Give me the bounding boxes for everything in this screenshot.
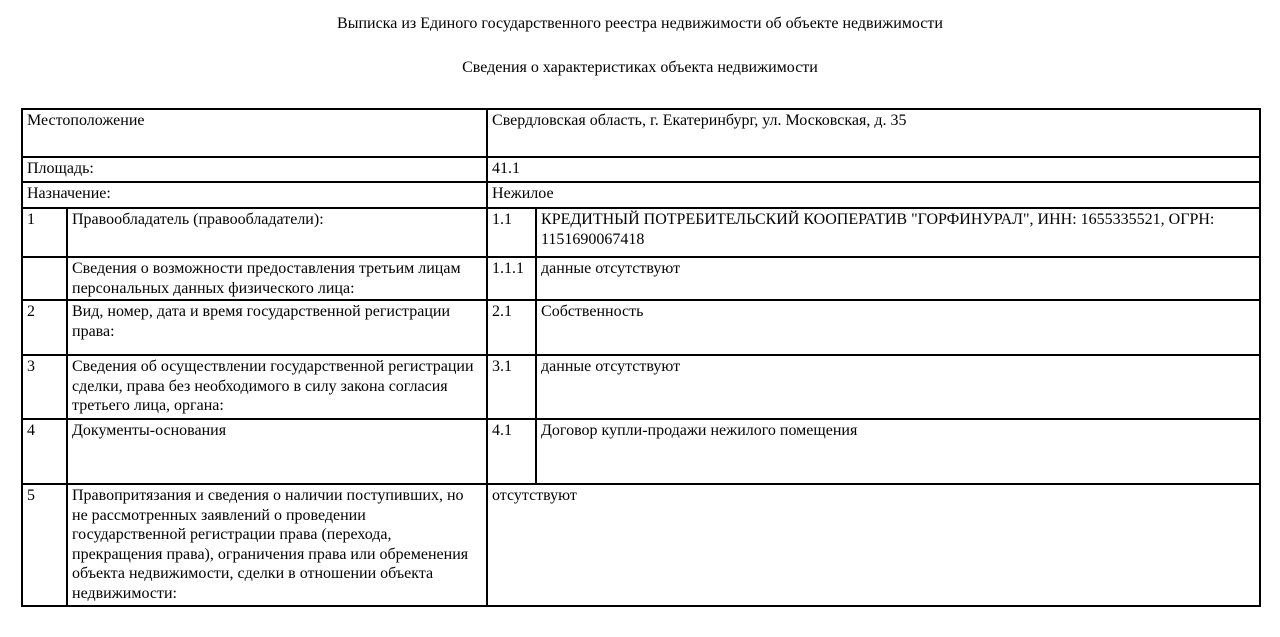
row3-value-cell: данные отсутствуют <box>536 355 1260 419</box>
purpose-label-cell: Назначение: <box>22 182 487 208</box>
table-row <box>22 257 1260 300</box>
row1-label-cell: Правообладатель (правообладатели): <box>67 208 487 257</box>
row111-label-cell: Сведения о возможности предоставления третьим лицам персональных данных физического лица: <box>67 257 487 300</box>
table-row <box>22 182 1260 208</box>
row2-value-cell: Собственность <box>536 300 1260 355</box>
row4-value-cell: Договор купли-продажи нежилого помещения <box>536 419 1260 484</box>
area-label-cell: Площадь: <box>22 157 487 182</box>
table-row <box>22 109 1260 157</box>
document-title: Выписка из Единого государственного реестра недвижимости об объекте недвижимости <box>337 15 943 32</box>
table-row <box>22 157 1260 182</box>
property-characteristics-table <box>21 108 1261 606</box>
row2-subnumber-cell: 2.1 <box>487 300 536 355</box>
row1-value-cell: КРЕДИТНЫЙ ПОТРЕБИТЕЛЬСКИЙ КООПЕРАТИВ "ГОРФИНУРАЛ", ИНН: 1655335521, ОГРН: 1151690067418 <box>536 208 1260 257</box>
row3-subnumber-cell: 3.1 <box>487 355 536 419</box>
table-row <box>22 484 1260 605</box>
row2-label-cell: Вид, номер, дата и время государственной регистрации права: <box>67 300 487 355</box>
area-value-cell: 41.1 <box>487 157 1260 182</box>
row5-label-cell: Правопритязания и сведения о наличии поступивших, но не рассмотренных заявлений о проведении государственной регистрации права (перехода, прекращения права), ограничения права или обременения объекта недвижимости, сделки в отношении объекта недвижимости: <box>67 484 487 605</box>
row5-number-cell: 5 <box>22 484 67 605</box>
row1-subnumber-cell: 1.1 <box>487 208 536 257</box>
row1-number-cell: 1 <box>22 208 67 257</box>
row111-value-cell: данные отсутствуют <box>536 257 1260 300</box>
row2-number-cell: 2 <box>22 300 67 355</box>
document-subtitle: Сведения о характеристиках объекта недвижимости <box>462 59 818 77</box>
table-row <box>22 355 1260 419</box>
row3-number-cell: 3 <box>22 355 67 419</box>
purpose-value-cell: Нежилое <box>487 182 1260 208</box>
row5-value-cell: отсутствуют <box>487 484 1260 605</box>
location-label-cell: Местоположение <box>22 109 487 157</box>
table-row <box>22 419 1260 484</box>
row4-subnumber-cell: 4.1 <box>487 419 536 484</box>
row111-number-cell <box>22 257 67 300</box>
table-row <box>22 208 1260 257</box>
location-value-cell: Свердловская область, г. Екатеринбург, ул. Московская, д. 35 <box>487 109 1260 157</box>
row111-subnumber-cell: 1.1.1 <box>487 257 536 300</box>
table-row <box>22 300 1260 355</box>
row3-label-cell: Сведения об осуществлении государственной регистрации сделки, права без необходимого в силу закона согласия третьего лица, органа: <box>67 355 487 419</box>
row4-number-cell: 4 <box>22 419 67 484</box>
row4-label-cell: Документы-основания <box>67 419 487 484</box>
